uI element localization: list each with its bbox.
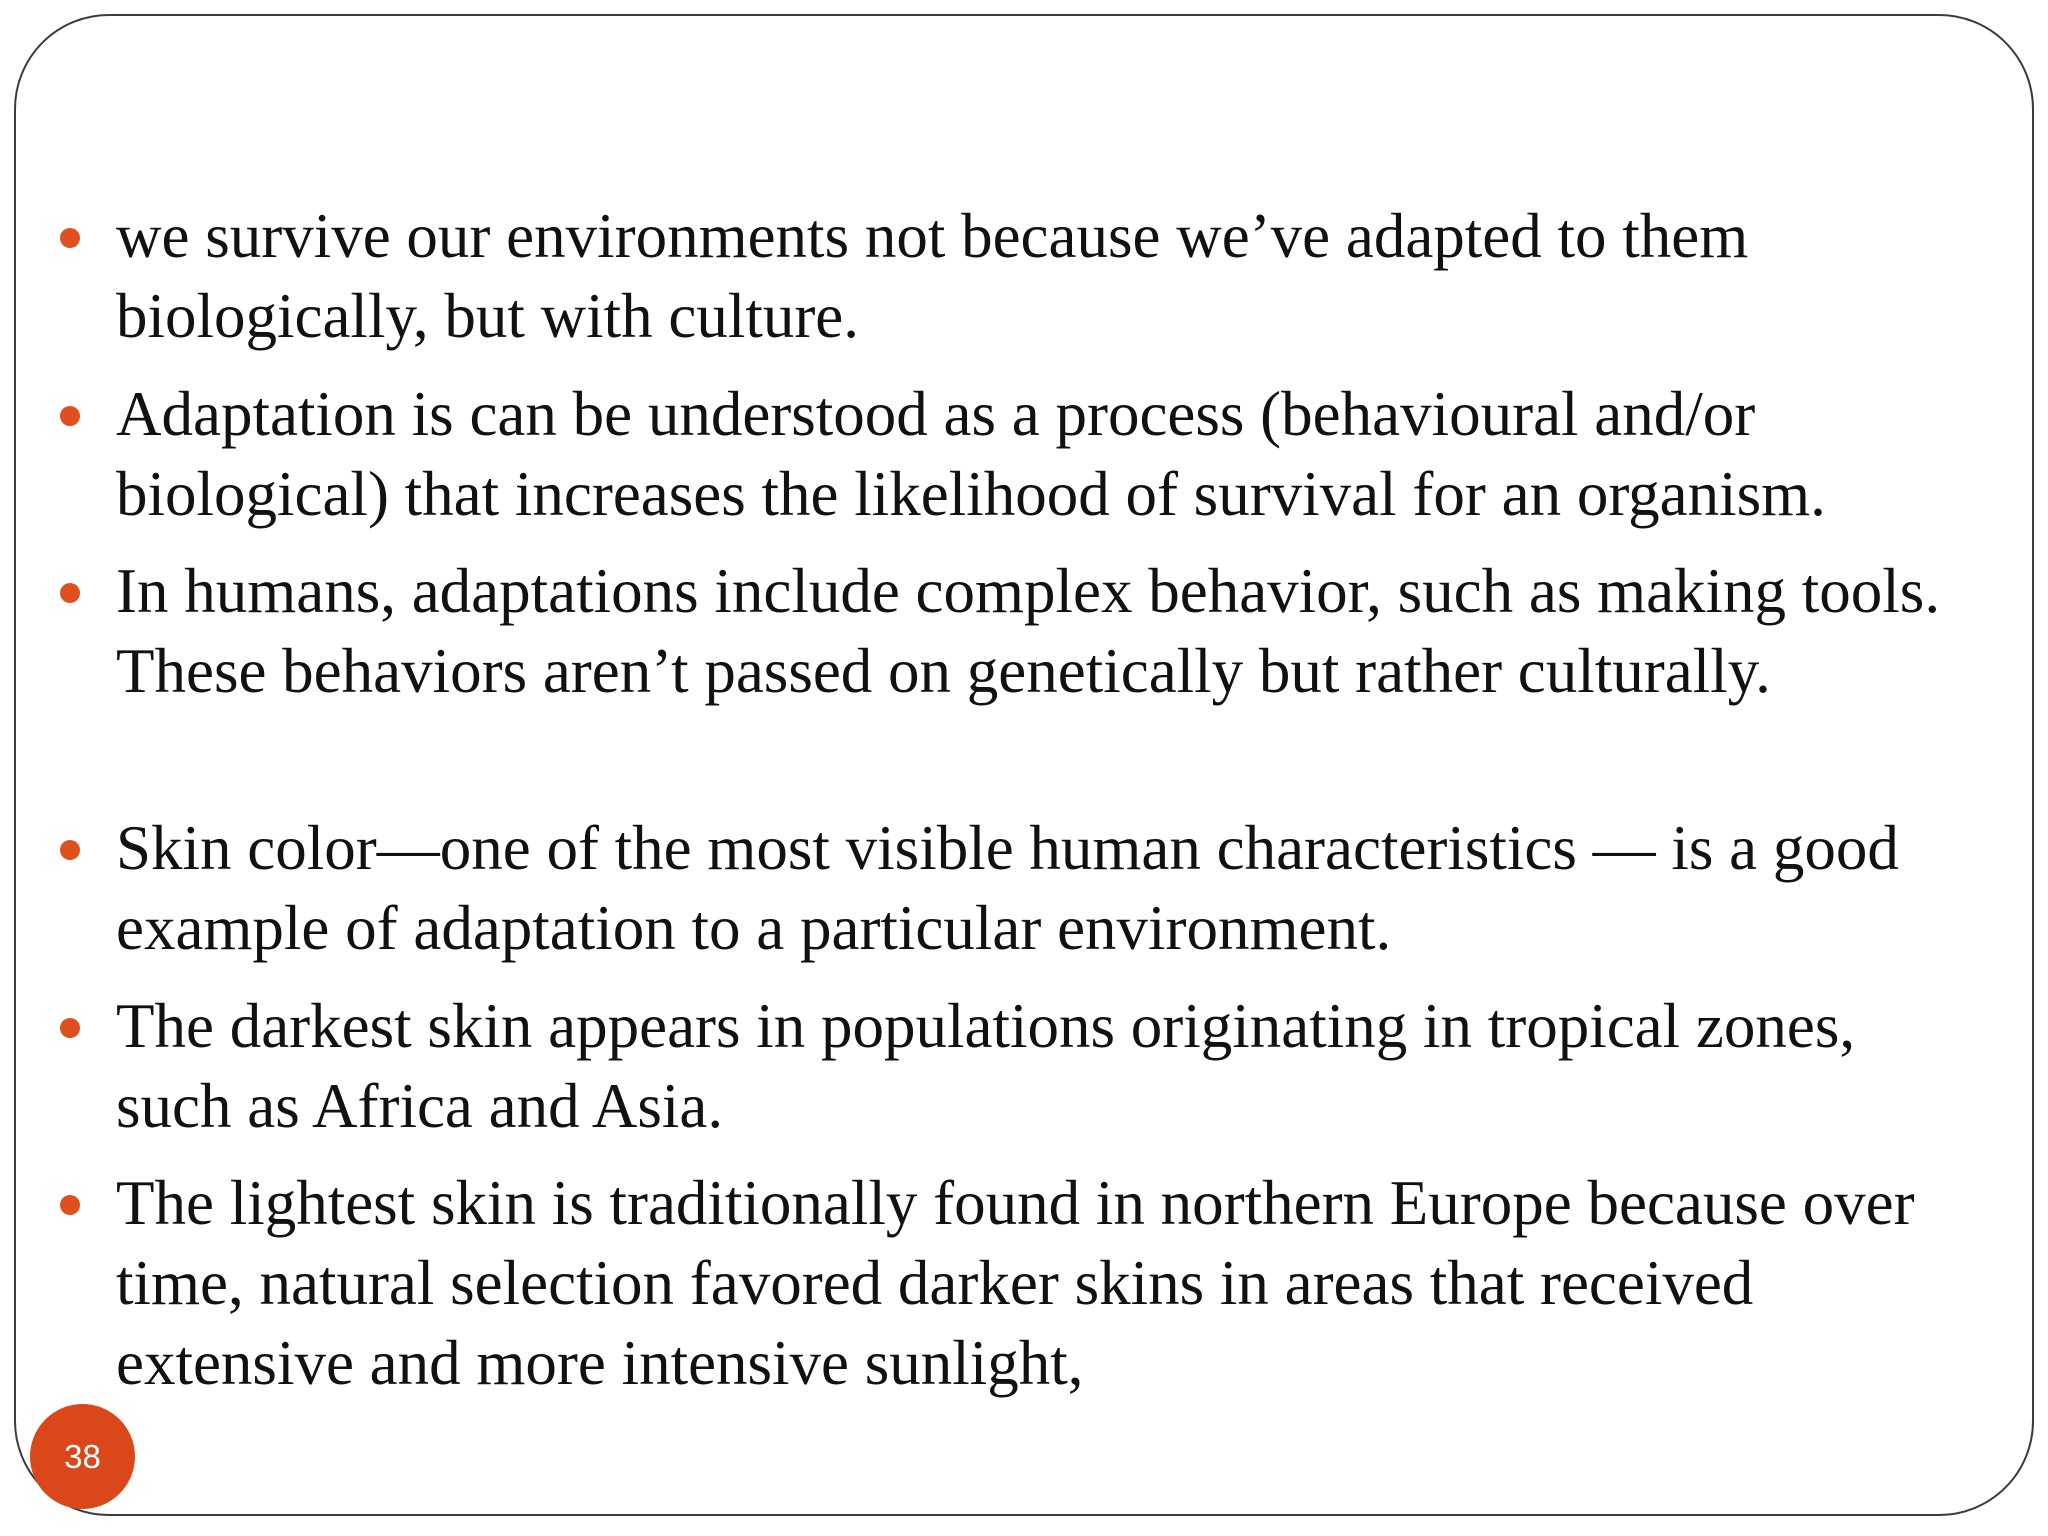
bullet-dot-icon — [60, 406, 80, 426]
bullet-dot-icon — [60, 583, 80, 603]
bullet-text: Skin color—one of the most visible human characteristics — is a good example of adaptation to a particular environment. — [116, 813, 1899, 963]
bullet-item — [116, 1163, 1976, 1403]
bullet-dot-icon — [60, 1195, 80, 1215]
bullet-text: we survive our environments not because we’ve adapted to them biologically, but with culture. — [116, 201, 1749, 351]
page-number-badge — [30, 1404, 135, 1509]
bullet-dot-icon — [60, 840, 80, 860]
bullet-text: Adaptation is can be understood as a process (behavioural and/or biological) that increases the likelihood of survival for an organism. — [116, 379, 1826, 529]
bullet-dot-icon — [60, 228, 80, 248]
page-number: 38 — [64, 1437, 101, 1475]
bullet-item — [116, 196, 1976, 356]
bullet-item — [116, 551, 1976, 711]
bullet-item — [116, 374, 1976, 534]
bullet-dot-icon — [60, 1018, 80, 1038]
bullet-item — [116, 986, 1976, 1146]
bullet-item — [116, 808, 1976, 968]
bullet-text: The darkest skin appears in populations originating in tropical zones, such as Africa and Asia. — [116, 991, 1856, 1141]
bullet-text: In humans, adaptations include complex behavior, such as making tools. These behaviors aren’t passed on genetically but rather culturally. — [116, 556, 1941, 706]
bullet-text: The lightest skin is traditionally found in northern Europe because over time, natural selection favored darker skins in areas that received extensive and more intensive sunlight, — [116, 1168, 1915, 1398]
